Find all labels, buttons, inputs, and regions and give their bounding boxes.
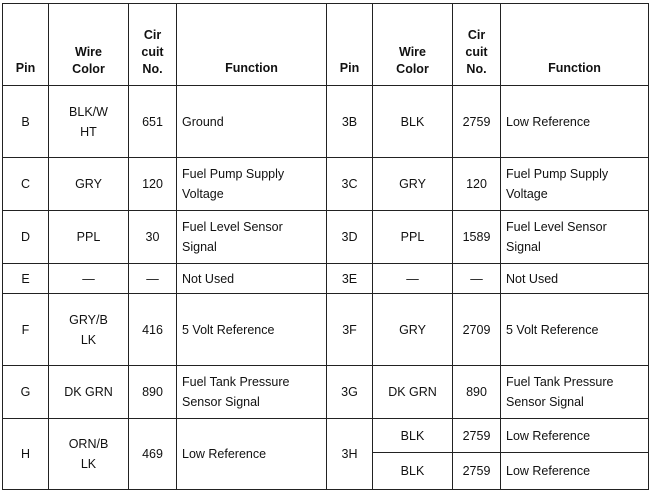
circuit-cell: 651 xyxy=(129,86,177,158)
header-pin: Pin xyxy=(3,4,49,86)
header-pin-2: Pin xyxy=(327,4,373,86)
circuit-cell: 416 xyxy=(129,294,177,366)
circuit-cell: — xyxy=(453,264,501,294)
circuit-cell: 890 xyxy=(129,366,177,419)
wire-color-cell: PPL xyxy=(49,211,129,264)
wire-color-cell: BLK xyxy=(373,453,453,490)
circuit-cell: 2759 xyxy=(453,86,501,158)
circuit-cell: 2759 xyxy=(453,453,501,490)
function-cell: Fuel Pump Supply Voltage xyxy=(501,158,649,211)
header-wire-color-2: Wire Color xyxy=(373,4,453,86)
wire-color-cell: ORN/B LK xyxy=(49,419,129,490)
header-circuit-no: Cir cuit No. xyxy=(129,4,177,86)
function-cell: 5 Volt Reference xyxy=(501,294,649,366)
function-cell: Fuel Pump Supply Voltage xyxy=(177,158,327,211)
function-cell: Fuel Tank Pressure Sensor Signal xyxy=(177,366,327,419)
pin-cell: F xyxy=(3,294,49,366)
pin-cell: 3H xyxy=(327,419,373,490)
circuit-cell: 2709 xyxy=(453,294,501,366)
header-wire-color: Wire Color xyxy=(49,4,129,86)
wire-color-cell: BLK xyxy=(373,86,453,158)
table-row xyxy=(3,366,649,419)
wire-color-cell: — xyxy=(49,264,129,294)
wire-color-cell: GRY xyxy=(49,158,129,211)
function-cell: Fuel Level Sensor Signal xyxy=(501,211,649,264)
pin-cell: 3D xyxy=(327,211,373,264)
circuit-cell: 120 xyxy=(129,158,177,211)
table-row xyxy=(3,158,649,211)
wire-color-cell: GRY xyxy=(373,158,453,211)
wire-color-cell: BLK xyxy=(373,419,453,453)
pin-cell: 3E xyxy=(327,264,373,294)
pin-cell: 3C xyxy=(327,158,373,211)
wire-color-cell: GRY xyxy=(373,294,453,366)
header-function: Function xyxy=(177,4,327,86)
pin-cell: 3G xyxy=(327,366,373,419)
wire-color-cell: GRY/B LK xyxy=(49,294,129,366)
header-row xyxy=(3,4,649,86)
pin-cell: H xyxy=(3,419,49,490)
pin-cell: E xyxy=(3,264,49,294)
pin-cell: C xyxy=(3,158,49,211)
function-cell: Not Used xyxy=(501,264,649,294)
function-cell: 5 Volt Reference xyxy=(177,294,327,366)
circuit-cell: 890 xyxy=(453,366,501,419)
table-row xyxy=(3,211,649,264)
circuit-cell: 30 xyxy=(129,211,177,264)
circuit-cell: 1589 xyxy=(453,211,501,264)
wire-color-cell: DK GRN xyxy=(373,366,453,419)
circuit-cell: 120 xyxy=(453,158,501,211)
function-cell: Low Reference xyxy=(501,453,649,490)
pin-cell: 3B xyxy=(327,86,373,158)
pin-cell: D xyxy=(3,211,49,264)
wire-color-cell: — xyxy=(373,264,453,294)
function-cell: Low Reference xyxy=(501,86,649,158)
header-function-2: Function xyxy=(501,4,649,86)
circuit-cell: 2759 xyxy=(453,419,501,453)
function-cell: Low Reference xyxy=(501,419,649,453)
table-row xyxy=(3,294,649,366)
pin-cell: B xyxy=(3,86,49,158)
wire-color-cell: PPL xyxy=(373,211,453,264)
function-cell: Fuel Level Sensor Signal xyxy=(177,211,327,264)
header-circuit-no-2: Cir cuit No. xyxy=(453,4,501,86)
function-cell: Ground xyxy=(177,86,327,158)
wire-color-cell: BLK/W HT xyxy=(49,86,129,158)
pin-cell: 3F xyxy=(327,294,373,366)
pin-cell: G xyxy=(3,366,49,419)
circuit-cell: 469 xyxy=(129,419,177,490)
circuit-cell: — xyxy=(129,264,177,294)
table-row xyxy=(3,86,649,158)
function-cell: Not Used xyxy=(177,264,327,294)
table-row xyxy=(3,419,649,453)
pinout-table xyxy=(2,3,649,490)
table-row xyxy=(3,264,649,294)
function-cell: Low Reference xyxy=(177,419,327,490)
function-cell: Fuel Tank Pressure Sensor Signal xyxy=(501,366,649,419)
wire-color-cell: DK GRN xyxy=(49,366,129,419)
